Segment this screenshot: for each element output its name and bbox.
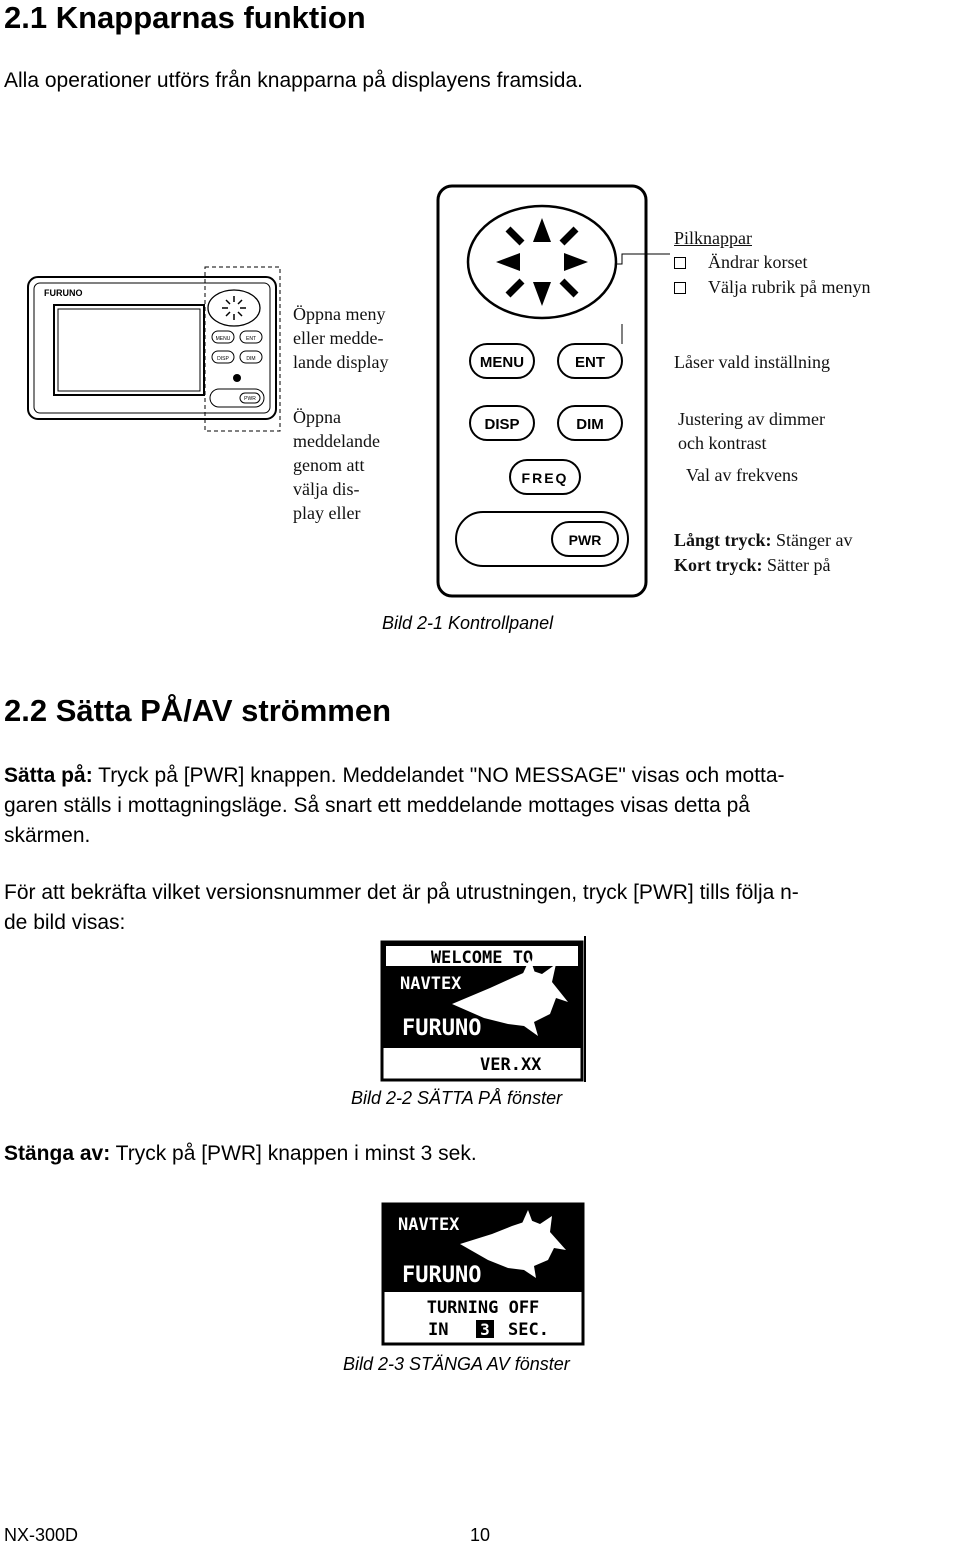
menu-button-label: MENU <box>479 354 525 371</box>
annotation-pwr-short-value: Sätter på <box>762 555 831 575</box>
annotation-open-message <box>293 405 380 525</box>
annotation-arrow-item-text: Ändrar korset <box>708 252 808 272</box>
annotation-pwr-long-label: Långt tryck: <box>674 530 772 550</box>
disp-button-label: DISP <box>484 416 520 433</box>
annotation-line: Justering av dimmer <box>678 409 825 429</box>
annotation-line: play eller <box>293 503 361 523</box>
annotation-ent: Låser vald inställning <box>674 352 830 372</box>
annotation-line: välja dis- <box>293 479 360 499</box>
annotation-line: genom att <box>293 455 365 475</box>
annotation-arrow-keys-title-text: Pilknappar <box>674 228 752 248</box>
device-overview-illustration <box>26 265 284 435</box>
small-dim-label: DIM <box>246 356 256 362</box>
welcome-lcd-screen <box>380 936 590 1084</box>
power-on-label: Sätta på: <box>4 764 93 787</box>
version-text-line-1: För att bekräfta vilket versionsnummer det är på utrustningen, tryck [PWR] tills följa n- <box>4 881 799 904</box>
off-line-2: FURUNO <box>402 1263 482 1288</box>
off-line-4-a: IN <box>428 1320 449 1340</box>
intro-text: Alla operationer utförs från knapparna på displayens framsida. <box>4 69 583 92</box>
welcome-line-2: NAVTEX <box>400 974 462 994</box>
small-pwr-label: PWR <box>244 396 256 402</box>
checkbox-bullet-icon <box>674 257 686 269</box>
dim-button-label: DIM <box>576 416 604 433</box>
annotation-line: meddelande <box>293 431 380 451</box>
power-on-text: Tryck på [PWR] knappen. Meddelandet "NO MESSAGE" visas och motta- <box>92 764 785 787</box>
version-text-line-2: de bild visas: <box>4 911 126 934</box>
annotation-pwr-long <box>674 530 852 551</box>
power-on-line-1 <box>4 761 785 791</box>
welcome-line-3: FURUNO <box>402 1016 482 1041</box>
annotation-line: Öppna meny <box>293 304 386 324</box>
annotation-dim <box>678 407 825 455</box>
power-off-label: Stänga av: <box>4 1142 111 1165</box>
freq-button-label: FREQ <box>521 470 569 486</box>
ent-button-label: ENT <box>575 354 605 371</box>
power-off-line <box>4 1139 477 1169</box>
annotation-arrow-item-1 <box>674 252 807 273</box>
welcome-line-4: VER.XX <box>480 1055 542 1075</box>
small-menu-label: MENU <box>215 336 231 342</box>
annotation-pwr-short-label: Kort tryck: <box>674 555 763 575</box>
annotation-arrow-item-text: Välja rubrik på menyn <box>708 277 871 297</box>
off-line-4-number: 3 <box>480 1320 490 1339</box>
section-heading-2-1: 2.1 Knapparnas funktion <box>4 0 366 35</box>
section-heading-2-2: 2.2 Sätta PÅ/AV strömmen <box>4 693 392 728</box>
footer-page-number: 10 <box>470 1525 491 1545</box>
power-off-text: Tryck på [PWR] knappen i minst 3 sek. <box>110 1142 477 1165</box>
annotation-line: lande display <box>293 352 389 372</box>
small-ent-label: ENT <box>246 336 256 342</box>
control-panel-illustration <box>436 184 676 600</box>
power-off-lcd-screen <box>380 1200 590 1348</box>
annotation-arrow-keys-title <box>674 228 752 249</box>
welcome-line-1: WELCOME TO <box>430 948 534 968</box>
figure-caption-2-1: Bild 2-1 Kontrollpanel <box>382 613 554 633</box>
checkbox-bullet-icon <box>674 282 686 294</box>
annotation-line: eller medde- <box>293 328 384 348</box>
pwr-button-label: PWR <box>568 532 602 548</box>
annotation-pwr-long-value: Stänger av <box>771 530 853 550</box>
annotation-line: Öppna <box>293 407 341 427</box>
footer-model: NX-300D <box>4 1525 79 1545</box>
annotation-open-menu <box>293 302 388 374</box>
annotation-freq: Val av frekvens <box>686 465 798 485</box>
off-line-1: NAVTEX <box>398 1215 460 1235</box>
off-line-4-b: SEC. <box>508 1320 549 1340</box>
small-disp-label: DISP <box>217 356 229 362</box>
off-line-3: TURNING OFF <box>426 1298 540 1318</box>
annotation-line: och kontrast <box>678 433 767 453</box>
power-on-line-2: garen ställs i mottagningsläge. Så snart ett meddelande mottages visas detta på <box>4 794 750 817</box>
figure-caption-2-3: Bild 2-3 STÄNGA AV fönster <box>343 1354 570 1374</box>
annotation-pwr-short <box>674 555 830 576</box>
annotation-arrow-item-2 <box>674 277 870 298</box>
power-on-line-3: skärmen. <box>4 824 91 847</box>
device-brand: FURUNO <box>44 288 83 298</box>
figure-caption-2-2: Bild 2-2 SÄTTA PÅ fönster <box>351 1088 563 1108</box>
